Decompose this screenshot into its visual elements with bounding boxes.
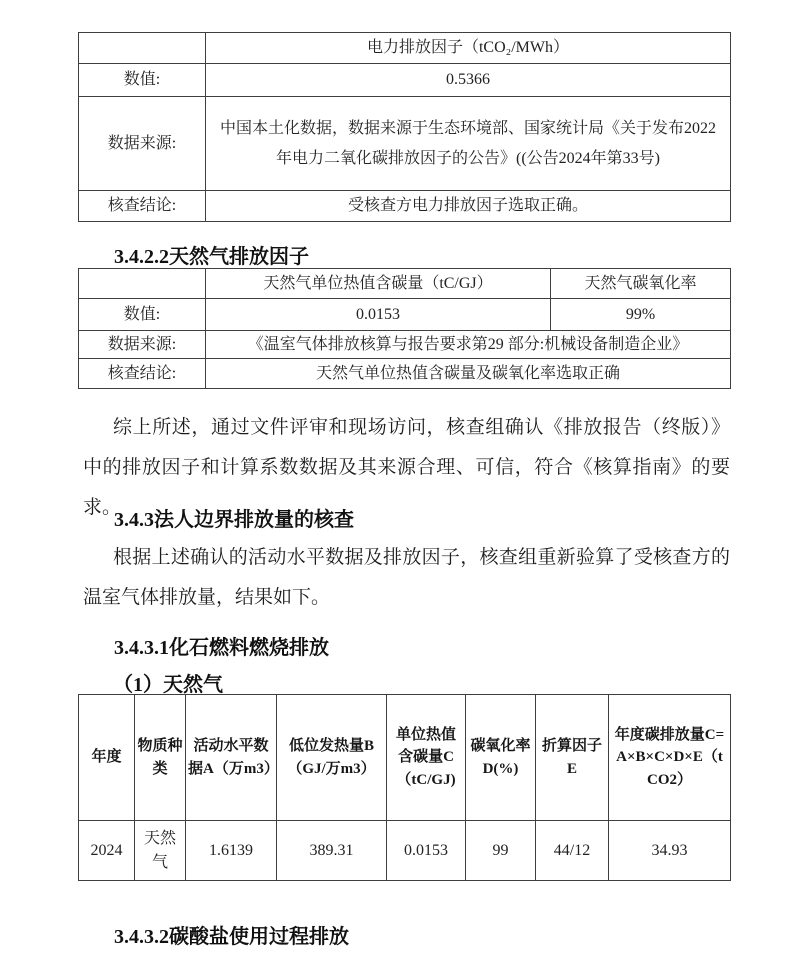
- gas-value-2: 99%: [551, 299, 731, 331]
- cell-oxidation-rate: 99: [466, 821, 536, 881]
- heading-3-4-2-2: 3.4.2.2天然气排放因子: [114, 246, 309, 268]
- subheading-natural-gas: （1）天然气: [113, 674, 223, 696]
- emission-data-row: [79, 821, 731, 881]
- header-year: 年度: [79, 695, 135, 821]
- heading-3-4-3-1: 3.4.3.1化石燃料燃烧排放: [114, 637, 329, 659]
- gas-source-label: 数据来源:: [79, 331, 206, 359]
- paragraph-recalculation: 根据上述确认的活动水平数据及排放因子，核查组重新验算了受核查方的温室气体排放量，结果如下。: [83, 547, 730, 608]
- header-carbon-content: 单位热值含碳量C（tC/GJ): [387, 695, 466, 821]
- elec-conclusion-label: 核查结论:: [79, 191, 206, 222]
- cell-annual-emission: 34.93: [609, 821, 731, 881]
- cell-heating-value: 389.31: [277, 821, 387, 881]
- elec-source-label: 数据来源:: [79, 97, 206, 191]
- header-conversion-factor: 折算因子E: [536, 695, 609, 821]
- cell-conversion-factor: 44/12: [536, 821, 609, 881]
- gas-value-1: 0.0153: [206, 299, 551, 331]
- gas-empty-cell: [79, 269, 206, 299]
- cell-material-type: 天然气: [135, 821, 186, 881]
- elec-conclusion: 受核查方电力排放因子选取正确。: [206, 191, 731, 222]
- header-oxidation-rate: 碳氧化率D(%): [466, 695, 536, 821]
- cell-activity-data: 1.6139: [186, 821, 277, 881]
- elec-source: 中国本土化数据，数据来源于生态环境部、国家统计局《关于发布2022年电力二氧化碳排放因子的公告》((公告2024年第33号): [206, 97, 731, 191]
- emission-header-row: [79, 695, 731, 821]
- gas-conclusion: 天然气单位热值含碳量及碳氧化率选取正确: [206, 359, 731, 389]
- gas-value-label: 数值:: [79, 299, 206, 331]
- header-heating-value: 低位发热量B（GJ/万m3）: [277, 695, 387, 821]
- cell-year: 2024: [79, 821, 135, 881]
- heading-3-4-3: 3.4.3法人边界排放量的核查: [114, 509, 354, 531]
- gas-factor-table: [78, 268, 731, 389]
- paragraph-summary: 综上所述，通过文件评审和现场访问，核查组确认《排放报告（终版）》中的排放因子和计算系数数据及其来源合理、可信，符合《核算指南》的要求。: [83, 417, 730, 518]
- emission-calculation-table: [78, 694, 731, 881]
- header-annual-emission: 年度碳排放量C=A×B×C×D×E（tCO2）: [609, 695, 731, 821]
- gas-source: 《温室气体排放核算与报告要求第29 部分:机械设备制造企业》: [206, 331, 731, 359]
- gas-col1-header: 天然气单位热值含碳量（tC/GJ）: [206, 269, 551, 299]
- electricity-factor-table: [78, 32, 731, 222]
- elec-empty-cell: [79, 33, 206, 64]
- header-material-type: 物质种类: [135, 695, 186, 821]
- elec-header-cell: 电力排放因子（tCO₂/MWh）: [206, 33, 731, 64]
- heading-3-4-3-2: 3.4.3.2碳酸盐使用过程排放: [114, 926, 349, 948]
- cell-carbon-content: 0.0153: [387, 821, 466, 881]
- header-activity-data: 活动水平数据A（万m3）: [186, 695, 277, 821]
- elec-value: 0.5366: [206, 64, 731, 97]
- gas-col2-header: 天然气碳氧化率: [551, 269, 731, 299]
- elec-value-label: 数值:: [79, 64, 206, 97]
- gas-conclusion-label: 核查结论:: [79, 359, 206, 389]
